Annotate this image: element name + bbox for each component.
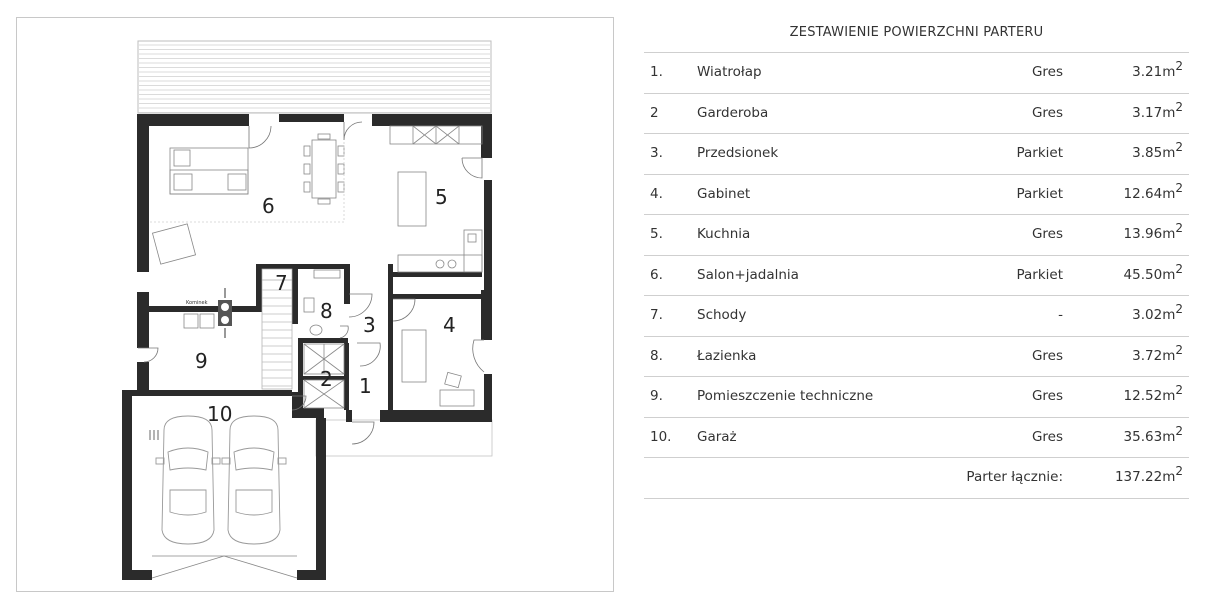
room-number-10: 10 [207, 402, 233, 426]
area-table [644, 22, 1189, 499]
area-exponent: 2 [1175, 464, 1183, 478]
table-row [644, 214, 1189, 255]
row-number: 8. [650, 347, 663, 364]
table-title: ZESTAWIENIE POWIERZCHNI PARTERU [789, 25, 1044, 40]
row-number: 2 [650, 104, 659, 121]
table-row [644, 336, 1189, 377]
area-exponent: 2 [1175, 302, 1183, 316]
room-area [1123, 180, 1183, 202]
area-value: 13.96m [1123, 226, 1176, 242]
table-row [644, 417, 1189, 458]
room-number-9: 9 [195, 349, 208, 373]
area-exponent: 2 [1175, 383, 1183, 397]
car-right [222, 416, 286, 544]
row-number: 4. [650, 185, 663, 202]
room-area [1132, 59, 1183, 80]
area-exponent: 2 [1175, 180, 1183, 195]
row-number: 9. [650, 388, 663, 404]
ventilation-icon [150, 430, 158, 440]
room-number-6: 6 [262, 194, 275, 218]
row-number: 3. [650, 145, 663, 161]
room-name: Łazienka [697, 347, 757, 364]
area-exponent: 2 [1175, 99, 1183, 114]
room-area [1132, 342, 1183, 364]
area-value: 45.50m [1123, 266, 1176, 283]
room-name: Przedsionek [697, 145, 779, 161]
room-number-7: 7 [275, 271, 288, 295]
entrance-pad [316, 420, 492, 456]
room-number-8: 8 [320, 299, 333, 323]
area-value: 3.17m [1132, 104, 1176, 121]
room-area [1132, 140, 1183, 161]
room-number-5: 5 [435, 185, 448, 209]
area-exponent: 2 [1175, 140, 1183, 154]
total-label: Parter łącznie: [966, 469, 1063, 485]
kominek-label: Kominek [186, 300, 208, 306]
room-area [1123, 423, 1183, 445]
room-area [1123, 221, 1183, 242]
room-name: Kuchnia [697, 226, 751, 242]
room-name: Garaż [697, 428, 737, 445]
room-number-4: 4 [443, 313, 456, 337]
table-row [644, 52, 1189, 93]
room-number-3: 3 [363, 313, 376, 337]
room-area [1123, 261, 1183, 283]
area-exponent: 2 [1175, 59, 1183, 73]
area-value: 35.63m [1123, 428, 1176, 445]
room-name: Schody [697, 307, 747, 323]
floor-material: Parkiet [1016, 185, 1063, 202]
garage-cars [156, 416, 286, 544]
row-number: 1. [650, 64, 663, 80]
floor-material: Gres [1031, 104, 1063, 121]
row-number: 5. [650, 226, 663, 242]
room-name: Pomieszczenie techniczne [697, 388, 874, 404]
room-number-2: 2 [320, 367, 333, 391]
terrace [138, 41, 491, 113]
table-row [644, 93, 1189, 134]
area-value: 3.21m [1132, 64, 1176, 80]
table-row [644, 295, 1189, 336]
room-area [1123, 383, 1183, 404]
floor-material: Gres [1031, 347, 1063, 364]
row-number: 7. [650, 307, 663, 323]
area-exponent: 2 [1175, 423, 1183, 438]
table-row [644, 174, 1189, 215]
table-rows [644, 52, 1189, 499]
floor-material: Parkiet [1016, 145, 1063, 161]
garage-gate [152, 556, 297, 578]
room-name: Wiatrołap [697, 64, 762, 80]
floor-material: Gres [1031, 226, 1063, 242]
area-value: 3.72m [1132, 347, 1176, 364]
room-area [1132, 99, 1183, 121]
floor-material: Gres [1031, 388, 1063, 404]
room-name: Salon+jadalnia [697, 266, 799, 283]
area-value: 3.02m [1132, 307, 1176, 323]
row-number: 6. [650, 266, 663, 283]
area-exponent: 2 [1175, 261, 1183, 276]
table-row [644, 133, 1189, 174]
floor-material: Gres [1031, 428, 1063, 445]
car-left [156, 416, 220, 544]
area-value: 12.64m [1123, 185, 1176, 202]
row-number: 10. [650, 428, 672, 445]
floor-material: Gres [1031, 64, 1063, 80]
total-area [1114, 464, 1183, 485]
room-area [1132, 302, 1183, 323]
floor-material: Parkiet [1016, 266, 1063, 283]
area-exponent: 2 [1175, 221, 1183, 235]
total-row [644, 457, 1189, 499]
room-number-1: 1 [359, 374, 372, 398]
table-row [644, 376, 1189, 417]
room-name: Gabinet [697, 185, 751, 202]
area-exponent: 2 [1175, 342, 1183, 357]
area-value: 12.52m [1123, 388, 1176, 404]
area-value: 3.85m [1132, 145, 1176, 161]
floor-material: - [1058, 307, 1063, 323]
table-row [644, 255, 1189, 296]
room-name: Garderoba [697, 104, 769, 121]
area-value: 137.22m [1114, 469, 1176, 485]
